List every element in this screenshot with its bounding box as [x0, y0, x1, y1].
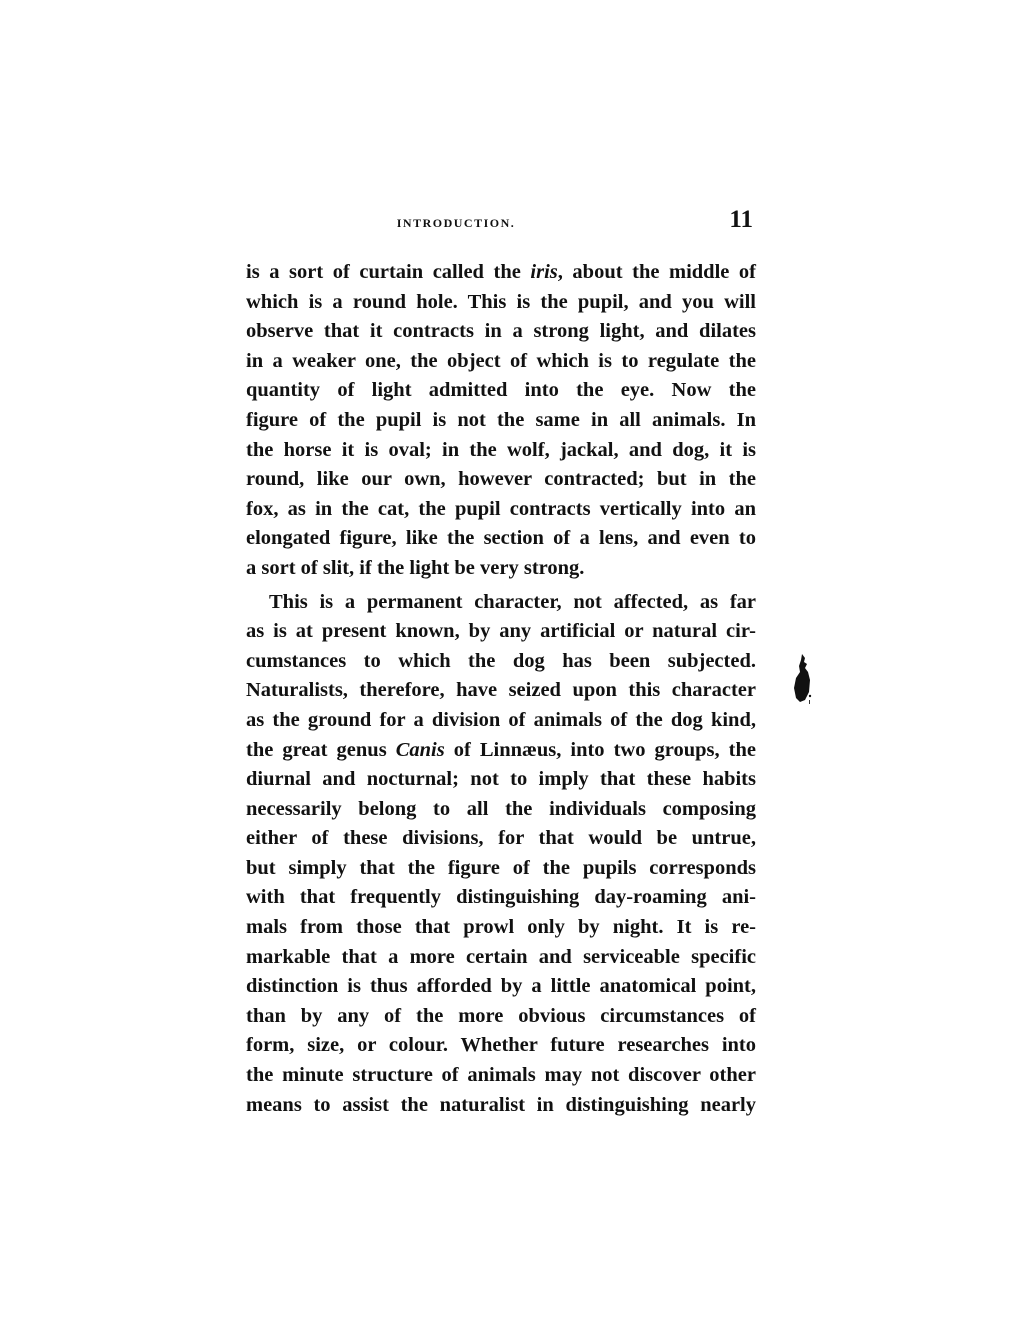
text-line: in a weaker one, the object of which is to regulate the	[246, 349, 756, 372]
running-title: INTRODUCTION.	[396, 216, 516, 230]
text-line: observe that it contracts in a strong light, and dilates	[246, 320, 756, 343]
text-line: figure of the pupil is not the same in all animals. In	[246, 408, 756, 431]
text-line	[246, 736, 756, 766]
text-line: quantity of light admitted into the eye. Now the	[246, 379, 756, 402]
text-line: This is a permanent character, not affected, as far	[269, 590, 756, 613]
text-line: the minute structure of animals may not discover other	[246, 1064, 756, 1087]
text-segment: , about the middle of	[557, 261, 756, 283]
text-line: but simply that the figure of the pupils corresponds	[246, 856, 756, 879]
text-segment: is a sort of curtain called the	[246, 261, 531, 283]
text-line: necessarily belong to all the individuals composing	[246, 797, 756, 820]
text-segment: of Linnæus, into two groups, the	[444, 738, 756, 761]
page-number: 11	[729, 206, 753, 233]
paragraph	[246, 588, 756, 1121]
text-line: form, size, or colour. Whether future researches into	[246, 1034, 756, 1057]
text-line: with that frequently distinguishing day-roaming ani-	[246, 886, 756, 909]
text-line: as the ground for a division of animals of the dog kind,	[246, 708, 756, 731]
text-line: mals from those that prowl only by night. It is re-	[246, 916, 756, 939]
text-line: cumstances to which the dog has been subjected.	[246, 649, 756, 672]
text-line: markable that a more certain and serviceable specific	[246, 945, 756, 968]
text-line: than by any of the more obvious circumstances of	[246, 1004, 756, 1027]
italic-term: iris	[530, 261, 558, 283]
ink-blot-mark	[792, 652, 812, 706]
page-header	[246, 206, 755, 238]
body-text	[246, 258, 756, 1120]
text-line: a sort of slit, if the light be very strong.	[246, 556, 585, 579]
text-line: diurnal and nocturnal; not to imply that these habits	[246, 768, 756, 791]
text-line: fox, as in the cat, the pupil contracts vertically into an	[246, 497, 756, 520]
text-line: Naturalists, therefore, have seized upon this character	[246, 679, 756, 702]
text-line: the horse it is oval; in the wolf, jackal, and dog, it is	[246, 438, 756, 461]
text-segment: the great genus	[246, 738, 396, 761]
text-line	[246, 258, 756, 288]
text-line: either of these divisions, for that would be untrue,	[246, 827, 756, 850]
italic-term: Canis	[395, 738, 445, 761]
text-line: as is at present known, by any artificial or natural cir-	[246, 620, 756, 643]
text-line: means to assist the naturalist in distinguishing nearly	[246, 1093, 756, 1116]
text-line: distinction is thus afforded by a little anatomical point,	[246, 975, 756, 998]
text-line: elongated figure, like the section of a lens, and even to	[246, 527, 756, 550]
text-line: round, like our own, however contracted; but in the	[246, 468, 756, 491]
text-line: which is a round hole. This is the pupil, and you will	[246, 290, 756, 313]
paragraph	[246, 258, 756, 584]
